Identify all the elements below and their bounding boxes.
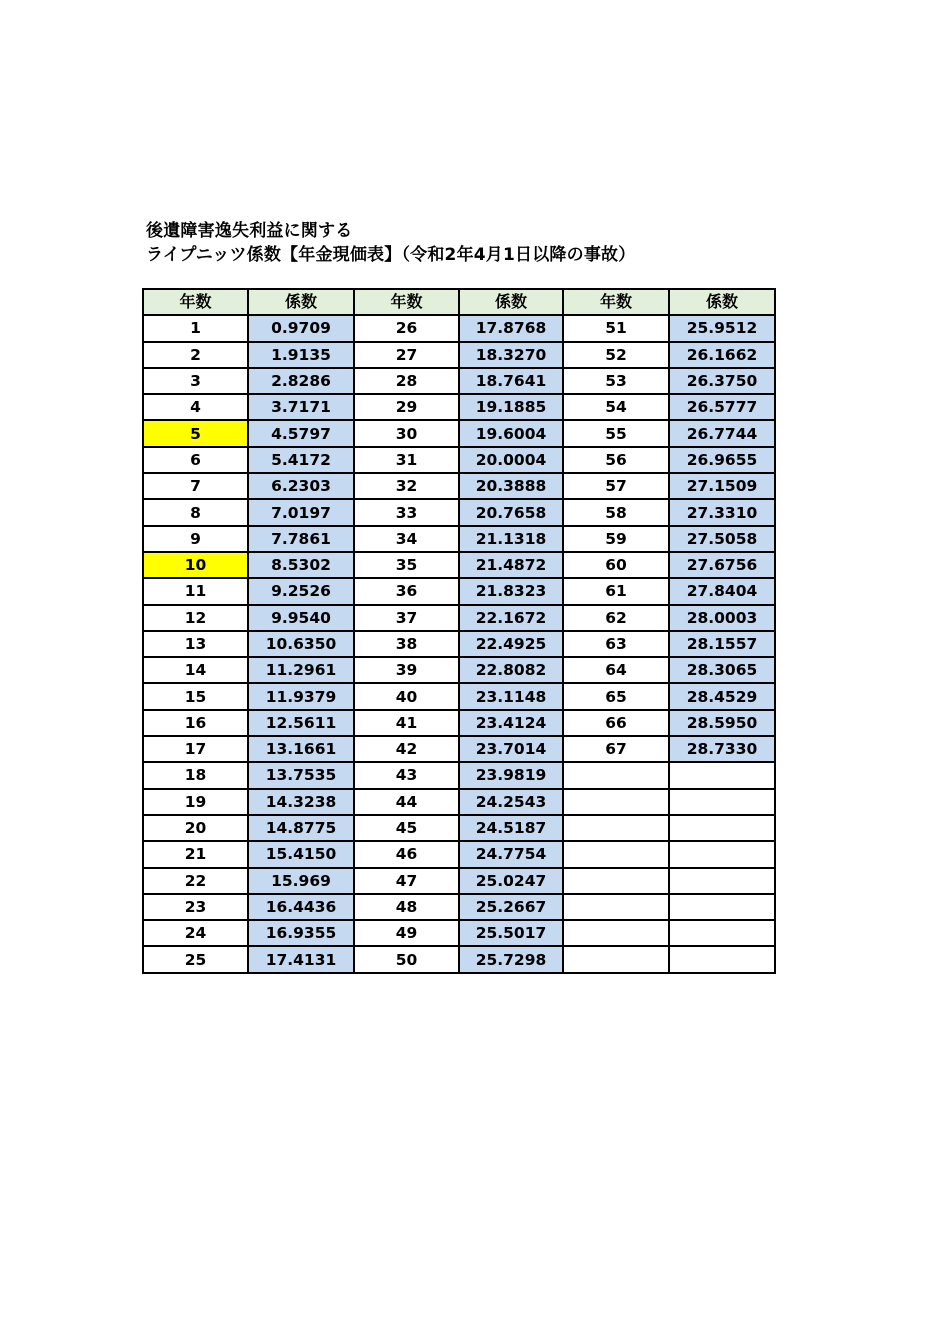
table-row (143, 394, 775, 420)
coefficient-cell: 8.5302 (248, 552, 354, 578)
empty-cell (563, 789, 669, 815)
years-cell: 20 (143, 815, 248, 841)
coefficient-cell: 22.1672 (459, 605, 563, 631)
table-row (143, 815, 775, 841)
coefficient-cell: 5.4172 (248, 447, 354, 473)
header-years-2: 年数 (354, 289, 459, 315)
empty-cell (563, 894, 669, 920)
years-cell: 8 (143, 499, 248, 525)
empty-cell (669, 815, 775, 841)
coefficient-cell: 25.5017 (459, 920, 563, 946)
years-cell: 45 (354, 815, 459, 841)
years-cell: 31 (354, 447, 459, 473)
coefficient-cell: 18.3270 (459, 342, 563, 368)
table-row (143, 946, 775, 972)
years-cell: 64 (563, 657, 669, 683)
table-row (143, 683, 775, 709)
coefficient-cell: 15.4150 (248, 841, 354, 867)
coefficient-cell: 7.0197 (248, 499, 354, 525)
table-row (143, 552, 775, 578)
table-row (143, 710, 775, 736)
coefficient-cell: 21.1318 (459, 526, 563, 552)
coefficient-cell: 3.7171 (248, 394, 354, 420)
years-cell: 27 (354, 342, 459, 368)
coefficient-cell: 12.5611 (248, 710, 354, 736)
coefficient-cell: 24.5187 (459, 815, 563, 841)
years-cell: 15 (143, 683, 248, 709)
years-cell: 9 (143, 526, 248, 552)
years-cell: 5 (143, 420, 248, 446)
coefficient-cell: 22.8082 (459, 657, 563, 683)
coefficient-cell: 28.0003 (669, 605, 775, 631)
years-cell: 13 (143, 631, 248, 657)
years-cell: 14 (143, 657, 248, 683)
coefficient-cell: 26.5777 (669, 394, 775, 420)
coefficient-cell: 10.6350 (248, 631, 354, 657)
empty-cell (669, 789, 775, 815)
empty-cell (563, 946, 669, 972)
empty-cell (669, 762, 775, 788)
document-title (146, 219, 635, 267)
table-row (143, 526, 775, 552)
coefficient-cell: 22.4925 (459, 631, 563, 657)
years-cell: 26 (354, 315, 459, 341)
coefficient-cell: 17.8768 (459, 315, 563, 341)
years-cell: 46 (354, 841, 459, 867)
years-cell: 36 (354, 578, 459, 604)
table-row (143, 894, 775, 920)
coefficient-cell: 25.2667 (459, 894, 563, 920)
coefficient-cell: 25.0247 (459, 868, 563, 894)
years-cell: 24 (143, 920, 248, 946)
table-body (143, 315, 775, 972)
coefficient-cell: 27.3310 (669, 499, 775, 525)
years-cell: 42 (354, 736, 459, 762)
coefficient-cell: 11.9379 (248, 683, 354, 709)
years-cell: 66 (563, 710, 669, 736)
table-row (143, 841, 775, 867)
table-row (143, 420, 775, 446)
years-cell: 33 (354, 499, 459, 525)
years-cell: 37 (354, 605, 459, 631)
empty-cell (669, 920, 775, 946)
coefficient-cell: 25.7298 (459, 946, 563, 972)
years-cell: 6 (143, 447, 248, 473)
years-cell: 28 (354, 368, 459, 394)
coefficient-cell: 20.7658 (459, 499, 563, 525)
years-cell: 2 (143, 342, 248, 368)
coefficient-cell: 27.1509 (669, 473, 775, 499)
empty-cell (669, 841, 775, 867)
years-cell: 43 (354, 762, 459, 788)
years-cell: 63 (563, 631, 669, 657)
years-cell: 4 (143, 394, 248, 420)
empty-cell (563, 815, 669, 841)
years-cell: 39 (354, 657, 459, 683)
empty-cell (563, 762, 669, 788)
years-cell: 30 (354, 420, 459, 446)
coefficient-cell: 26.3750 (669, 368, 775, 394)
table-row (143, 605, 775, 631)
coefficient-cell: 24.2543 (459, 789, 563, 815)
years-cell: 67 (563, 736, 669, 762)
coefficient-cell: 19.1885 (459, 394, 563, 420)
years-cell: 23 (143, 894, 248, 920)
coefficient-cell: 18.7641 (459, 368, 563, 394)
table-row (143, 657, 775, 683)
coefficient-cell: 14.8775 (248, 815, 354, 841)
coefficient-cell: 24.7754 (459, 841, 563, 867)
table-header (143, 289, 775, 315)
table-row (143, 368, 775, 394)
years-cell: 58 (563, 499, 669, 525)
coefficient-cell: 28.4529 (669, 683, 775, 709)
years-cell: 18 (143, 762, 248, 788)
years-cell: 55 (563, 420, 669, 446)
title-line-1: 後遺障害逸失利益に関する (146, 221, 353, 241)
years-cell: 52 (563, 342, 669, 368)
table-row (143, 762, 775, 788)
coefficient-cell: 2.8286 (248, 368, 354, 394)
coefficient-cell: 26.1662 (669, 342, 775, 368)
coefficient-cell: 4.5797 (248, 420, 354, 446)
years-cell: 32 (354, 473, 459, 499)
years-cell: 10 (143, 552, 248, 578)
years-cell: 49 (354, 920, 459, 946)
years-cell: 61 (563, 578, 669, 604)
header-years-1: 年数 (143, 289, 248, 315)
years-cell: 65 (563, 683, 669, 709)
title-line-2: ライプニッツ係数【年金現価表】（令和2年4月1日以降の事故） (146, 245, 636, 265)
years-cell: 40 (354, 683, 459, 709)
years-cell: 47 (354, 868, 459, 894)
years-cell: 21 (143, 841, 248, 867)
coefficient-cell: 13.1661 (248, 736, 354, 762)
years-cell: 41 (354, 710, 459, 736)
table-row (143, 578, 775, 604)
years-cell: 51 (563, 315, 669, 341)
coefficient-cell: 28.7330 (669, 736, 775, 762)
empty-cell (563, 841, 669, 867)
table-row (143, 342, 775, 368)
coefficient-cell: 9.2526 (248, 578, 354, 604)
empty-cell (669, 894, 775, 920)
table-row (143, 473, 775, 499)
header-years-3: 年数 (563, 289, 669, 315)
table-row (143, 736, 775, 762)
coefficient-cell: 28.5950 (669, 710, 775, 736)
coefficient-cell: 27.5058 (669, 526, 775, 552)
years-cell: 34 (354, 526, 459, 552)
years-cell: 35 (354, 552, 459, 578)
coefficient-cell: 16.9355 (248, 920, 354, 946)
empty-cell (669, 868, 775, 894)
coefficient-cell: 28.3065 (669, 657, 775, 683)
coefficient-cell: 23.9819 (459, 762, 563, 788)
years-cell: 59 (563, 526, 669, 552)
coefficient-cell: 7.7861 (248, 526, 354, 552)
header-row (143, 289, 775, 315)
coefficient-cell: 26.7744 (669, 420, 775, 446)
coefficient-cell: 25.9512 (669, 315, 775, 341)
table-row (143, 447, 775, 473)
years-cell: 25 (143, 946, 248, 972)
coefficient-cell: 14.3238 (248, 789, 354, 815)
table-row (143, 315, 775, 341)
table-row (143, 868, 775, 894)
years-cell: 44 (354, 789, 459, 815)
coefficient-cell: 0.9709 (248, 315, 354, 341)
coefficient-cell: 20.3888 (459, 473, 563, 499)
coefficient-cell: 17.4131 (248, 946, 354, 972)
years-cell: 22 (143, 868, 248, 894)
years-cell: 16 (143, 710, 248, 736)
years-cell: 38 (354, 631, 459, 657)
coefficient-cell: 1.9135 (248, 342, 354, 368)
years-cell: 57 (563, 473, 669, 499)
table-row (143, 789, 775, 815)
coefficient-cell: 28.1557 (669, 631, 775, 657)
years-cell: 48 (354, 894, 459, 920)
coefficient-cell: 11.2961 (248, 657, 354, 683)
coefficient-cell: 21.8323 (459, 578, 563, 604)
coefficient-cell: 6.2303 (248, 473, 354, 499)
coefficient-cell: 21.4872 (459, 552, 563, 578)
table-row (143, 920, 775, 946)
years-cell: 29 (354, 394, 459, 420)
years-cell: 1 (143, 315, 248, 341)
years-cell: 7 (143, 473, 248, 499)
coefficient-cell: 19.6004 (459, 420, 563, 446)
coefficient-cell: 23.7014 (459, 736, 563, 762)
coefficient-cell: 23.1148 (459, 683, 563, 709)
coefficient-cell: 27.8404 (669, 578, 775, 604)
coefficient-cell: 26.9655 (669, 447, 775, 473)
coefficient-cell: 15.969 (248, 868, 354, 894)
empty-cell (563, 920, 669, 946)
years-cell: 3 (143, 368, 248, 394)
years-cell: 50 (354, 946, 459, 972)
coefficient-cell: 9.9540 (248, 605, 354, 631)
coefficient-cell: 20.0004 (459, 447, 563, 473)
years-cell: 17 (143, 736, 248, 762)
header-coef-3: 係数 (669, 289, 775, 315)
coefficient-cell: 23.4124 (459, 710, 563, 736)
years-cell: 19 (143, 789, 248, 815)
header-coef-1: 係数 (248, 289, 354, 315)
leibniz-coefficient-table (142, 288, 776, 974)
table-row (143, 499, 775, 525)
header-coef-2: 係数 (459, 289, 563, 315)
coefficient-cell: 13.7535 (248, 762, 354, 788)
coefficient-cell: 27.6756 (669, 552, 775, 578)
years-cell: 62 (563, 605, 669, 631)
years-cell: 53 (563, 368, 669, 394)
years-cell: 12 (143, 605, 248, 631)
table-row (143, 631, 775, 657)
years-cell: 60 (563, 552, 669, 578)
empty-cell (669, 946, 775, 972)
coefficient-cell: 16.4436 (248, 894, 354, 920)
years-cell: 11 (143, 578, 248, 604)
years-cell: 54 (563, 394, 669, 420)
empty-cell (563, 868, 669, 894)
years-cell: 56 (563, 447, 669, 473)
